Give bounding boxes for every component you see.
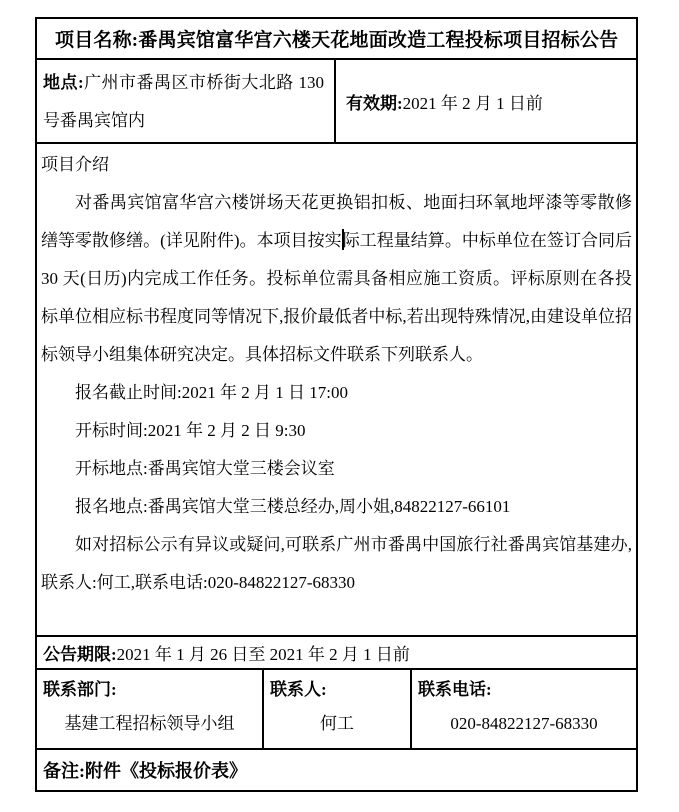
project-intro-cell [37,142,636,635]
contact-person-label: 联系人: [270,680,327,699]
tender-notice-table [35,17,638,792]
contact-phone-value: 020-84822127-68330 [450,714,598,733]
location-value: 广州市番禺区市桥街大北路 130 号番禺宾馆内 [43,73,324,130]
validity-cell [336,60,636,142]
remark-row [37,748,636,790]
remark-label: 备注: [43,761,85,781]
page-title: 项目名称:番禺宾馆富华宫六楼天花地面改造工程投标项目招标公告 [55,30,619,51]
contact-person-value: 何工 [320,714,354,733]
intro-paragraph-1-before-cursor: 对番禺宾馆富华宫六楼饼场天花更换铝扣板、地面扫环氧地坪漆等零散修缮等零散修缮。(详见附件)。本项目按实 [41,193,632,250]
validity-value: 2021 年 2 月 1 日前 [402,93,543,113]
intro-paragraph-1 [41,184,632,374]
location-label: 地点: [43,73,84,92]
remark-value: 附件《投标报价表》 [85,761,247,781]
validity-label: 有效期: [346,93,403,113]
contact-phone-label: 联系电话: [418,680,492,699]
contacts-row [37,668,636,748]
title-row [37,19,636,58]
contact-department-cell [37,670,264,748]
announcement-period-label: 公告期限: [43,645,117,664]
intro-heading: 项目介绍 [41,155,109,174]
contact-person-cell [264,670,412,748]
intro-paragraph-2: 如对招标公示有异议或疑问,可联系广州市番禺中国旅行社番禺宾馆基建办,联系人:何工,联系电话:020-84822127-68330 [41,535,632,592]
contact-department-label: 联系部门: [43,680,117,699]
contact-department-value: 基建工程招标领导小组 [64,714,235,733]
intro-detail-line: 开标时间:2021 年 2 月 2 日 9:30 [75,421,306,440]
announcement-period-row [37,635,636,668]
intro-paragraph-1-after-cursor: 际工程量结算。中标单位在签订合同后 30 天(日历)内完成工作任务。投标单位需具备相应施工资质。评标原则在各投标单位相应标书程度同等情况下,报价最低者中标,若出现特殊情况,由建设单位招标领导小组集体研究决定。具体招标文件联系下列联系人。 [41,231,633,364]
location-cell [37,60,336,142]
intro-detail-line: 报名地点:番禺宾馆大堂三楼总经办,周小姐,84822127-66101 [75,497,511,516]
contact-phone-cell [412,670,636,748]
intro-detail-line: 开标地点:番禺宾馆大堂三楼会议室 [75,459,335,478]
announcement-period-value: 2021 年 1 月 26 日至 2021 年 2 月 1 日前 [116,645,410,664]
location-validity-row [37,58,636,142]
intro-detail-line: 报名截止时间:2021 年 2 月 1 日 17:00 [75,383,348,402]
